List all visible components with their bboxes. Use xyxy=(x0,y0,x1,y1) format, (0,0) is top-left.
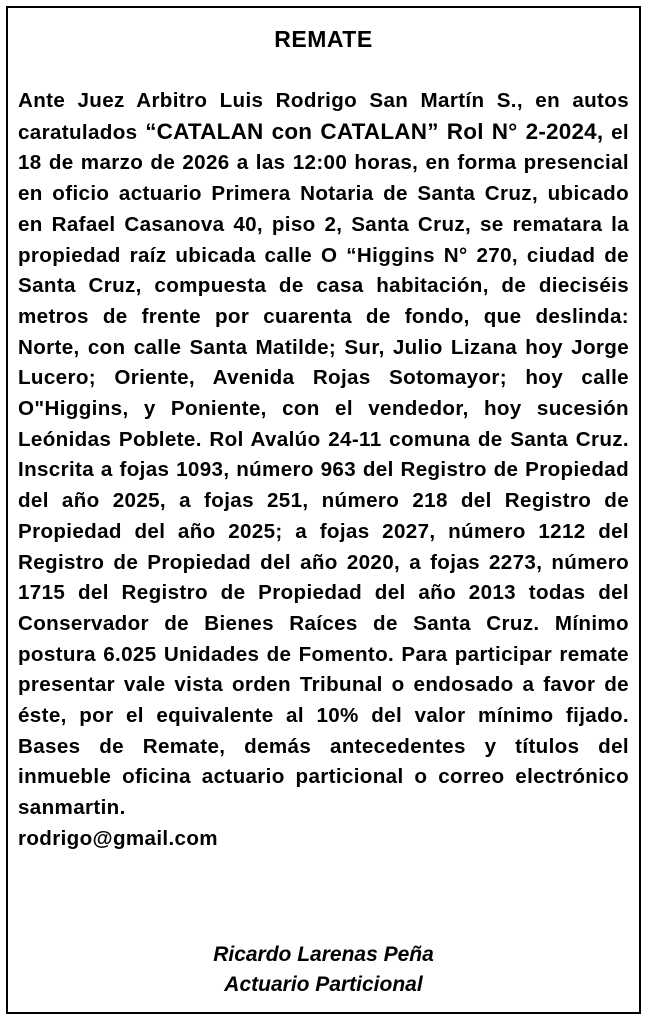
case-name: “CATALAN con CATALAN” Rol N° 2-2024, xyxy=(145,118,604,144)
signatory-role: Actuario Particional xyxy=(224,973,423,996)
notice-main-text: el 18 de marzo de 2026 a las 12:00 horas, en forma presencial en oficio actuario Primera Notaria de Santa Cruz, ubicado en Rafael Casanova 40, piso 2, Santa Cruz, se rematara la propiedad raíz ubicada calle O “Higgins N° 270, ciudad de Santa Cruz, compuesta de casa habitación, de dieciséis metros de frente por cuarenta de fondo, que deslinda: Norte, con calle Santa Matilde; Sur, Julio Lizana hoy Jorge Lucero; Oriente, Avenida Rojas Sotomayor; hoy calle O"Higgins, y Poniente, con el vendedor, hoy sucesión Leónidas Poblete. Rol Avalúo 24-11 comuna de Santa Cruz. Inscrita a fojas 1093, número 963 del Registro de Propiedad del año 2025, a fojas 251, número 218 del Registro de Propiedad del año 2025; a fojas 2027, número 1212 del Registro de Propiedad del año 2020, a fojas 2273, número 1715 del Registro de Propiedad del año 2013 todas del Conservador de Bienes Raíces de Santa Cruz. Mínimo postura 6.025 Unidades de Fomento. Para participar remate presentar vale vista orden Tribunal o endosado a favor de éste, por el equivalente al 10% del valor mínimo fijado. Bases de Remate, demás antecedentes y títulos del inmueble oficina actuario particional o correo electrónico sanmartin. xyxy=(18,120,629,820)
notice-title: REMATE xyxy=(274,26,373,52)
contact-email: rodrigo@gmail.com xyxy=(18,826,218,850)
legal-notice-frame xyxy=(6,6,641,1014)
notice-intro-text: Ante Juez Arbitro Luis Rodrigo San Martín S., en autos caratulados xyxy=(18,89,629,144)
signatory-name: Ricardo Larenas Peña xyxy=(213,943,434,966)
signature-block xyxy=(8,940,639,1000)
notice-body xyxy=(18,86,629,855)
